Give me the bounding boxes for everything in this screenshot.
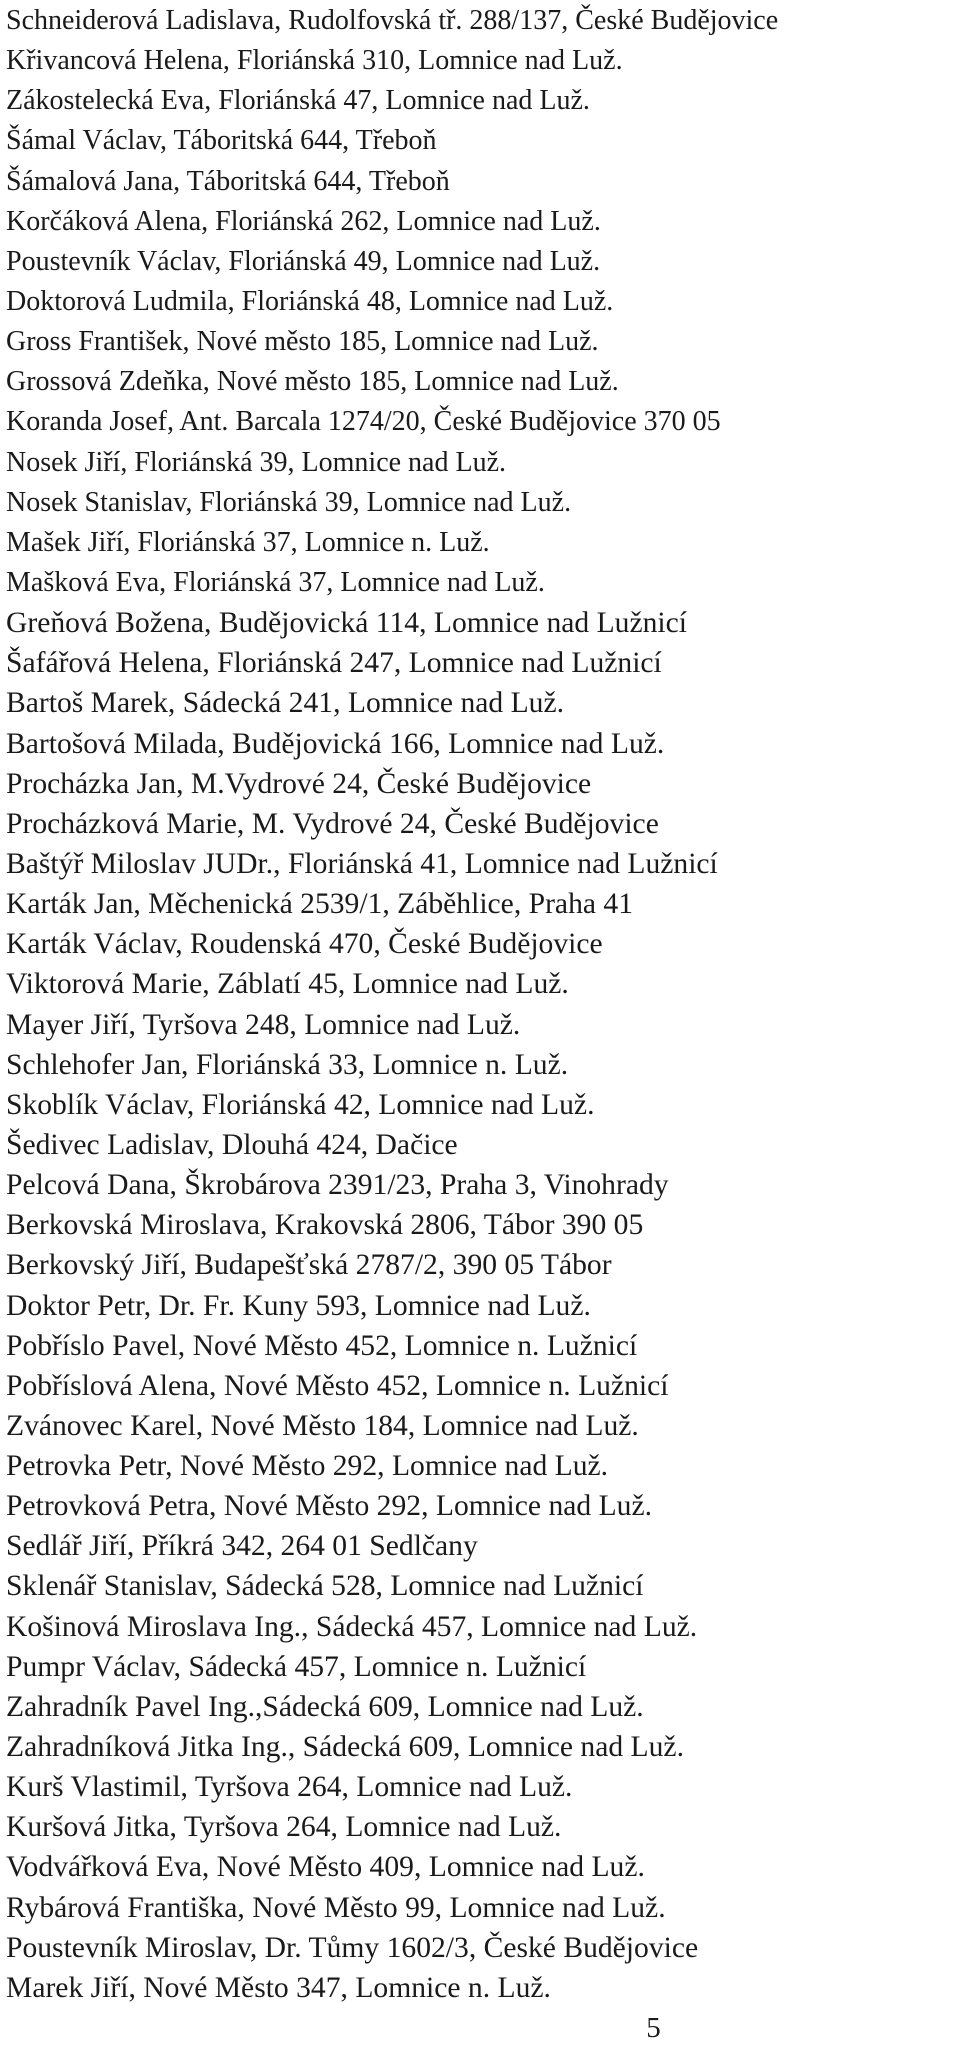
- list-item: Mašková Eva, Floriánská 37, Lomnice nad Luž.: [6, 566, 545, 598]
- list-item: Nosek Stanislav, Floriánská 39, Lomnice nad Luž.: [6, 486, 572, 518]
- list-item: Procházka Jan, M.Vydrové 24, České Budějovice: [6, 767, 592, 800]
- list-item: Pelcová Dana, Škrobárova 2391/23, Praha 3, Vinohrady: [6, 1169, 669, 1202]
- list-item: Sedlář Jiří, Příkrá 342, 264 01 Sedlčany: [6, 1530, 478, 1563]
- list-item: Kuršová Jitka, Tyršova 264, Lomnice nad Luž.: [6, 1811, 562, 1844]
- list-item: Šafářová Helena, Floriánská 247, Lomnice nad Lužnicí: [6, 647, 662, 680]
- list-item: Sklenář Stanislav, Sádecká 528, Lomnice nad Lužnicí: [6, 1570, 644, 1603]
- list-item: Schlehofer Jan, Floriánská 33, Lomnice n. Luž.: [6, 1048, 569, 1081]
- list-item: Karták Václav, Roudenská 470, České Budějovice: [6, 928, 603, 961]
- list-item: Schneiderová Ladislava, Rudolfovská tř. 288/137, České Budějovice: [6, 5, 779, 36]
- list-item: Křivancová Helena, Floriánská 310, Lomnice nad Luž.: [6, 45, 623, 77]
- list-item: Marek Jiří, Nové Město 347, Lomnice n. Luž.: [6, 1971, 551, 2004]
- list-item: Rybárová Františka, Nové Město 99, Lomnice nad Luž.: [6, 1891, 666, 1924]
- list-item: Berkovská Miroslava, Krakovská 2806, Tábor 390 05: [6, 1209, 644, 1242]
- list-item: Poustevník Miroslav, Dr. Tůmy 1602/3, České Budějovice: [6, 1931, 699, 1964]
- list-item: Zahradníková Jitka Ing., Sádecká 609, Lomnice nad Luž.: [6, 1731, 684, 1764]
- list-item: Greňová Božena, Budějovická 114, Lomnice nad Lužnicí: [6, 607, 687, 640]
- list-item: Kurš Vlastimil, Tyršova 264, Lomnice nad Luž.: [6, 1771, 573, 1804]
- list-item: Petrovková Petra, Nové Město 292, Lomnice nad Luž.: [6, 1490, 652, 1523]
- list-item: Doktorová Ludmila, Floriánská 48, Lomnice nad Luž.: [6, 285, 614, 317]
- list-item: Poustevník Václav, Floriánská 49, Lomnice nad Luž.: [6, 245, 601, 277]
- list-item: Karták Jan, Měchenická 2539/1, Záběhlice, Praha 41: [6, 888, 633, 921]
- list-item: Korčáková Alena, Floriánská 262, Lomnice nad Luž.: [6, 205, 601, 237]
- list-item: Skoblík Václav, Floriánská 42, Lomnice nad Luž.: [6, 1088, 595, 1121]
- list-item: Procházková Marie, M. Vydrové 24, České Budějovice: [6, 807, 659, 840]
- list-item: Baštýř Miloslav JUDr., Floriánská 41, Lomnice nad Lužnicí: [6, 847, 718, 880]
- list-item: Doktor Petr, Dr. Fr. Kuny 593, Lomnice nad Luž.: [6, 1289, 591, 1322]
- list-item: Pobříslová Alena, Nové Město 452, Lomnice n. Lužnicí: [6, 1369, 669, 1402]
- list-item: Zákostelecká Eva, Floriánská 47, Lomnice nad Luž.: [6, 85, 590, 117]
- list-item: Mašek Jiří, Floriánská 37, Lomnice n. Luž.: [6, 526, 490, 558]
- list-item: Zvánovec Karel, Nové Město 184, Lomnice nad Luž.: [6, 1409, 639, 1442]
- list-item: Koranda Josef, Ant. Barcala 1274/20, České Budějovice 370 05: [6, 406, 721, 438]
- list-item: Bartošová Milada, Budějovická 166, Lomnice nad Luž.: [6, 727, 665, 760]
- list-item: Šámal Václav, Táboritská 644, Třeboň: [6, 125, 437, 157]
- list-item: Vodvářková Eva, Nové Město 409, Lomnice nad Luž.: [6, 1851, 645, 1884]
- list-item: Šámalová Jana, Táboritská 644, Třeboň: [6, 165, 450, 197]
- list-item: Mayer Jiří, Tyršova 248, Lomnice nad Luž.: [6, 1008, 521, 1041]
- list-item: Šedivec Ladislav, Dlouhá 424, Dačice: [6, 1128, 458, 1161]
- list-item: Berkovský Jiří, Budapešťská 2787/2, 390 05 Tábor: [6, 1249, 612, 1282]
- list-item: Nosek Jiří, Floriánská 39, Lomnice nad Luž.: [6, 446, 507, 478]
- page-number: 5: [646, 2012, 661, 2044]
- list-item: Gross František, Nové město 185, Lomnice nad Luž.: [6, 326, 599, 358]
- list-item: Grossová Zdeňka, Nové město 185, Lomnice nad Luž.: [6, 366, 619, 398]
- list-item: Viktorová Marie, Záblatí 45, Lomnice nad Luž.: [6, 968, 569, 1001]
- list-item: Pumpr Václav, Sádecká 457, Lomnice n. Lužnicí: [6, 1650, 587, 1683]
- list-item: Petrovka Petr, Nové Město 292, Lomnice nad Luž.: [6, 1450, 609, 1483]
- address-list: [6, 1, 946, 2008]
- list-item: Košinová Miroslava Ing., Sádecká 457, Lomnice nad Luž.: [6, 1610, 698, 1643]
- list-item: Zahradník Pavel Ing.,Sádecká 609, Lomnice nad Luž.: [6, 1690, 644, 1723]
- list-item: Bartoš Marek, Sádecká 241, Lomnice nad Luž.: [6, 687, 564, 720]
- list-item: Pobříslo Pavel, Nové Město 452, Lomnice n. Lužnicí: [6, 1329, 638, 1362]
